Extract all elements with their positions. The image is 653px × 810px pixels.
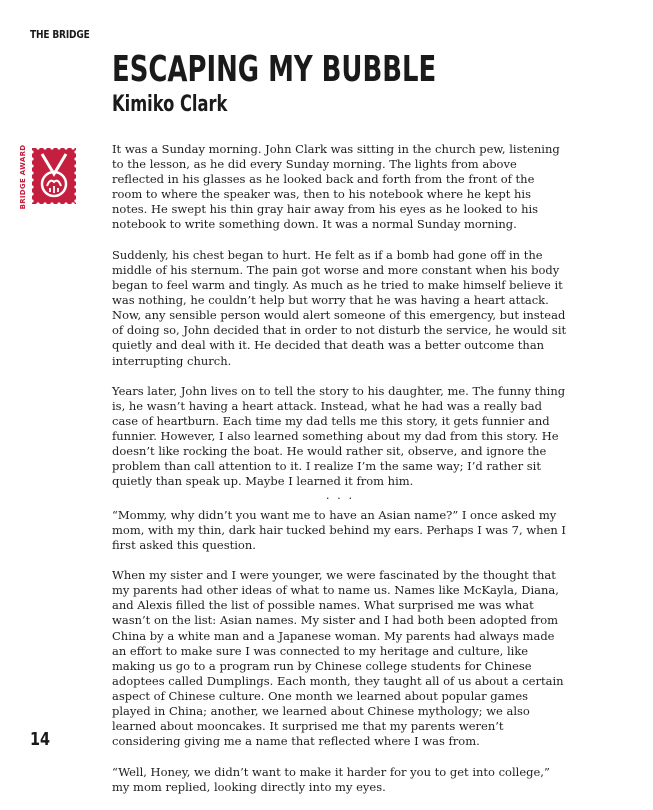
paragraph: Suddenly, his chest began to hurt. He felt as if a bomb had gone off in the middle of his sternum. The pain got worse and more constant when his body began to feel warm and tingly. As much as he tried to make himself believe it was nothing, he couldn’t help but worry that he was having a heart attack. Now, any sensible person would alert someone of this emergency, but instead of doing so, John decided that in order to not disturb the service, he would sit quietly and deal with it. He decided that death was a better outcome than interrupting church. (112, 247, 567, 368)
paragraph: Years later, John lives on to tell the story to his daughter, me. The funny thing is, he wasn’t having a heart attack. Instead, what he had was a really bad case of heartburn. Each time my dad tells me this story, it gets funnier and funnier. However, I also learned something about my dad from this story. He doesn’t like rocking the boat. He would rather sit, observe, and ignore the problem than call attention to it. I realize I’m the same way; I’d rather sit quietly than speak up. Maybe I learned it from him. (112, 383, 566, 489)
paragraph: When my sister and I were younger, we were fascinated by the thought that my parents had other ideas of what to name us. Names like McKayla, Diana, and Alexis filled the list of possible names. What surprised me was what wasn’t on the list: Asian names. My sister and I had both been adopted from China by a white man and a Japanese woman. My parents had always made an effort to make sure I was connected to my heritage and culture, like making us go to a program run by Chinese college students for Chinese adoptees called Dumplings. Each month, they taught all of us about a certain aspect of Chinese culture. One month we learned about popular games played in China; another, we learned about Chinese mythology; we also learned about mooncakes. It surprised me that my parents weren’t considering giving me a name that reflected where I was from. (112, 568, 564, 749)
award-label: BRIDGE AWARD (19, 144, 27, 210)
article-title: ESCAPING MY BUBBLE (112, 49, 437, 90)
article-author: Kimiko Clark (112, 92, 228, 117)
page-number: 14 (30, 729, 51, 750)
section-separator: · · · (325, 490, 355, 505)
paragraph: “Mommy, why didn’t you want me to have an Asian name?” I once asked my mom, with my thin, dark hair tucked behind my ears. Perhaps I was 7, when I first asked this question. (112, 507, 566, 552)
paragraph: It was a Sunday morning. John Clark was sitting in the church pew, listening to the lesson, as he did every Sunday morning. The lights from above reflected in his glasses as he looked back and forth from the front of the room to where the speaker was, then to his notebook where he kept his notes. He swept his thin gray hair away from his eyes as he looked to his notebook to write something down. It was a normal Sunday morning. (112, 142, 560, 232)
paragraph: “Well, Honey, we didn’t want to make it harder for you to get into college,” my mom replied, looking directly into my eyes. (112, 764, 550, 794)
article-body (112, 142, 568, 810)
section-header: THE BRIDGE (30, 28, 90, 41)
bridge-award-badge (16, 140, 66, 222)
medal-icon (30, 146, 78, 206)
